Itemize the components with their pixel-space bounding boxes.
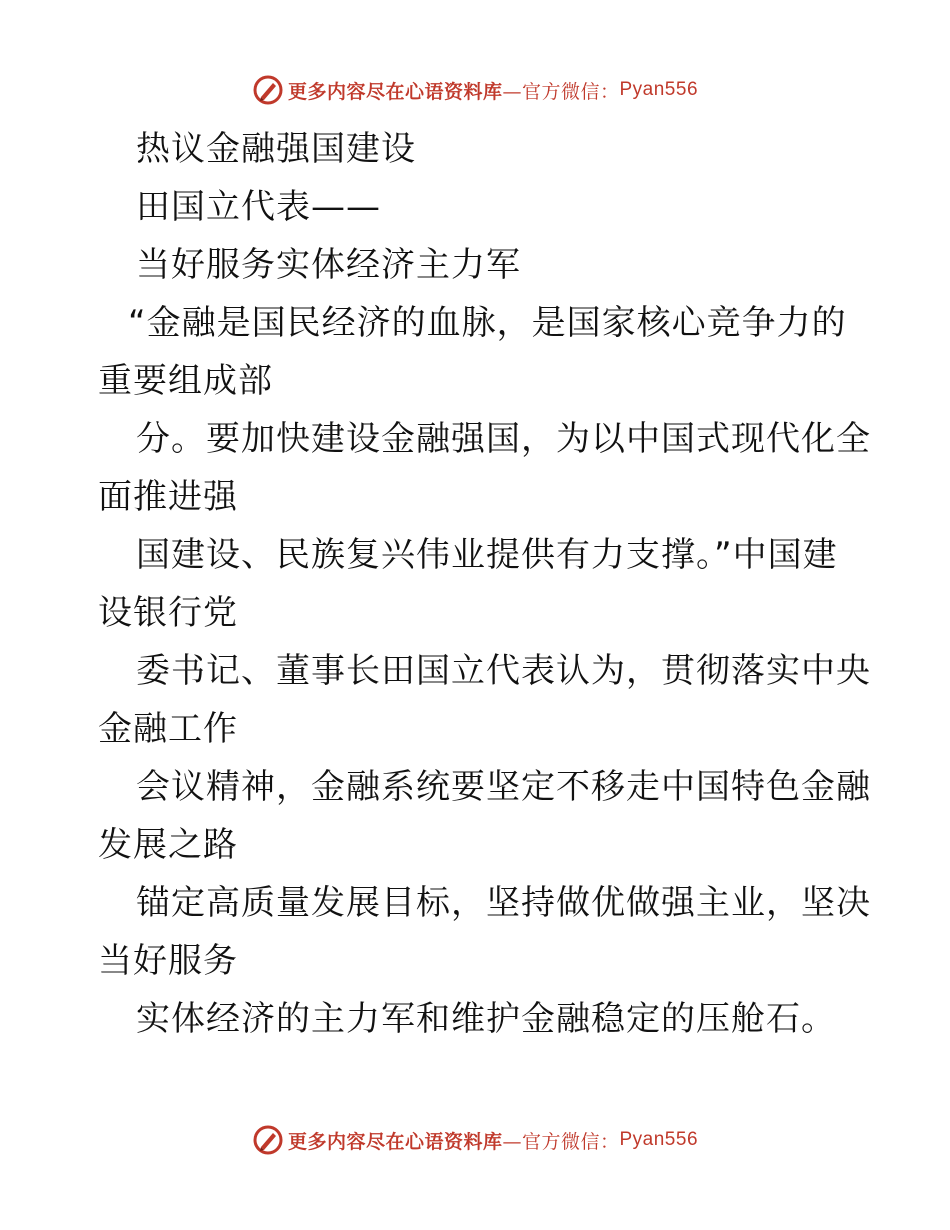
paragraph-line: 锚定高质量发展目标，坚持做优做强主业，坚决 <box>136 883 871 923</box>
paragraph-line: 面推进强 <box>98 477 238 517</box>
banner-wechat-id: Pyan556 <box>619 1129 699 1150</box>
paragraph-line: 重要组成部 <box>98 361 273 401</box>
banner-sep: —官方微信： <box>502 80 620 103</box>
paragraph-line: 设银行党 <box>98 593 238 633</box>
banner-wechat-id: Pyan556 <box>619 79 699 100</box>
paragraph-line: 会议精神，金融系统要坚定不移走中国特色金融 <box>136 767 871 807</box>
banner-title: 更多内容尽在心语资料库 <box>287 1130 503 1153</box>
paragraph-line: 发展之路 <box>98 825 238 865</box>
header-banner <box>0 70 950 110</box>
pen-logo-icon <box>252 1124 284 1156</box>
paragraph-line: 当好服务 <box>98 941 238 981</box>
document-body <box>98 120 871 1048</box>
doc-headline: 当好服务实体经济主力军 <box>136 245 521 285</box>
doc-title: 热议金融强国建设 <box>136 129 416 169</box>
paragraph-line: 实体经济的主力军和维护金融稳定的压舱石。 <box>136 999 836 1039</box>
doc-subtitle: 田国立代表—— <box>136 187 381 227</box>
banner-title: 更多内容尽在心语资料库 <box>287 80 503 103</box>
paragraph-line: 国建设、民族复兴伟业提供有力支撑。”中国建 <box>136 535 838 575</box>
banner-sep: —官方微信： <box>502 1130 620 1153</box>
pen-logo-icon <box>252 74 284 106</box>
footer-banner <box>0 1120 950 1160</box>
paragraph-line: “金融是国民经济的血脉，是国家核心竞争力的 <box>128 303 847 343</box>
paragraph-line: 分。要加快建设金融强国，为以中国式现代化全 <box>136 419 871 459</box>
paragraph-line: 委书记、董事长田国立代表认为，贯彻落实中央 <box>136 651 871 691</box>
paragraph-line: 金融工作 <box>98 709 238 749</box>
